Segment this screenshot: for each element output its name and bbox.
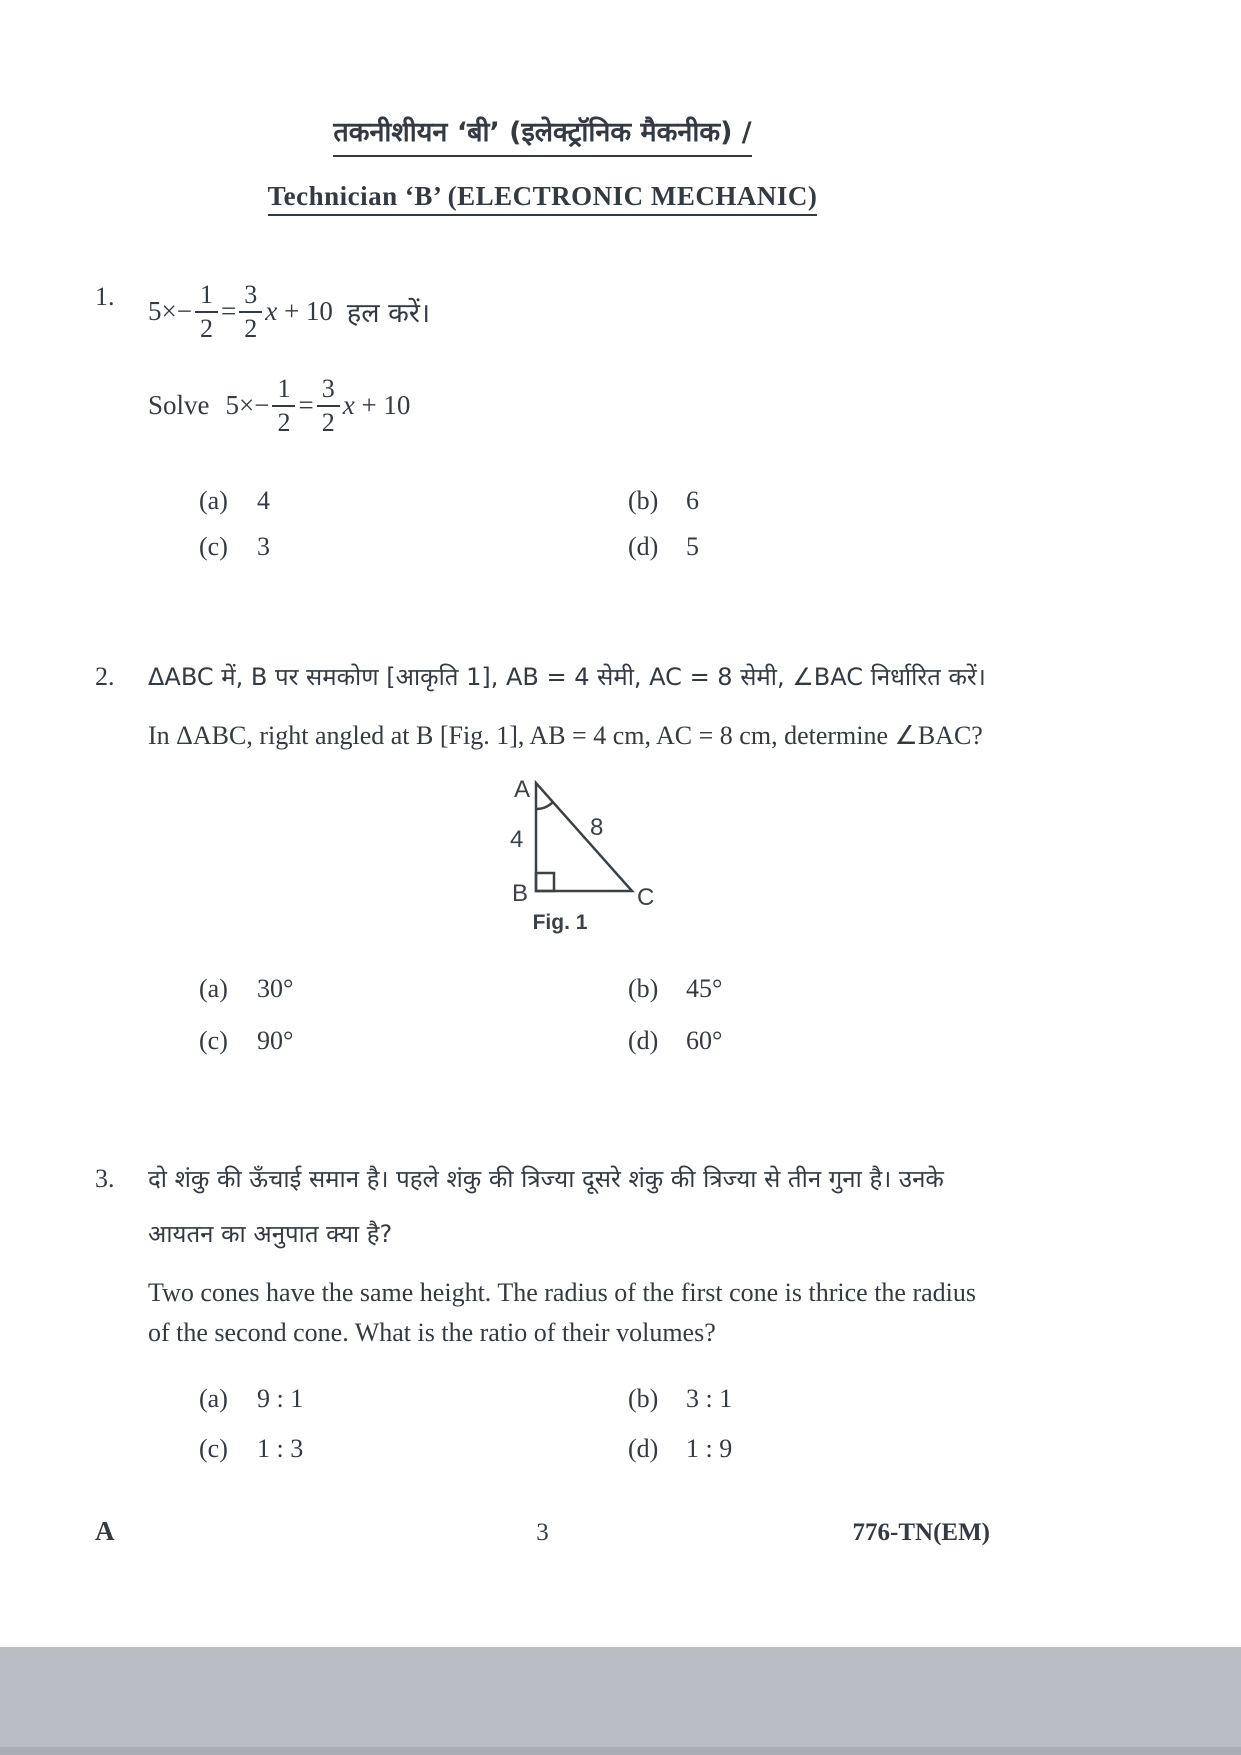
option-d bbox=[628, 1026, 722, 1056]
question-3-text-hindi-line1: दो शंकु की ऊँचाई समान है। पहले शंकु की त्रिज्या दूसरे शंकु की त्रिज्या से तीन गुना है। उनके bbox=[148, 1164, 944, 1193]
option-label: (c) bbox=[199, 531, 228, 561]
option-c bbox=[199, 532, 628, 562]
question-3-body bbox=[148, 1162, 990, 1464]
figure-1 bbox=[474, 771, 664, 936]
option-label: (b) bbox=[628, 973, 659, 1003]
option-value: 1 : 3 bbox=[257, 1433, 304, 1463]
formula-equals: = bbox=[220, 296, 237, 327]
option-c bbox=[199, 1434, 628, 1464]
option-value: 6 bbox=[686, 485, 699, 515]
option-label: (b) bbox=[628, 485, 659, 515]
question-3 bbox=[95, 1162, 990, 1464]
option-row bbox=[199, 532, 990, 562]
question-1-equation-english bbox=[148, 374, 990, 438]
option-a bbox=[199, 486, 628, 516]
option-label: (d) bbox=[628, 1025, 659, 1055]
option-row bbox=[199, 1434, 990, 1464]
option-b bbox=[628, 486, 699, 516]
fraction-denominator: 2 bbox=[321, 407, 335, 437]
formula-tail: + 10 bbox=[277, 296, 333, 327]
formula-lhs: 5×− bbox=[148, 296, 192, 327]
option-row bbox=[199, 486, 990, 516]
question-2-text-hindi: ΔABC में, B पर समकोण [आकृति 1], AB = 4 सेमी, AC = 8 सेमी, ∠BAC निर्धारित करें। bbox=[148, 662, 986, 691]
option-value: 3 : 1 bbox=[686, 1383, 733, 1413]
question-1-options bbox=[199, 486, 990, 562]
option-value: 45° bbox=[686, 973, 723, 1003]
option-value: 30° bbox=[257, 973, 294, 1003]
formula-equals: = bbox=[298, 390, 314, 421]
question-3-text-english-line1: Two cones have the same height. The radius of the first cone is thrice the radius bbox=[148, 1277, 977, 1307]
fraction-three-halves bbox=[317, 374, 340, 438]
option-label: (a) bbox=[199, 485, 228, 515]
solve-formula bbox=[226, 374, 411, 438]
option-label: (b) bbox=[628, 1383, 659, 1413]
page-footer bbox=[95, 1516, 990, 1547]
question-2 bbox=[95, 660, 990, 1056]
option-c bbox=[199, 1026, 628, 1056]
question-2-body bbox=[148, 660, 990, 1056]
side-ab-label: 4 bbox=[510, 825, 524, 853]
side-ac-label: 8 bbox=[590, 813, 604, 841]
question-2-number: 2. bbox=[95, 661, 115, 691]
question-3-options bbox=[199, 1384, 990, 1464]
option-value: 1 : 9 bbox=[686, 1433, 733, 1463]
fraction-denominator: 2 bbox=[199, 313, 213, 343]
question-2-options bbox=[199, 974, 990, 1056]
option-value: 90° bbox=[257, 1025, 294, 1055]
page-number: 3 bbox=[536, 1519, 549, 1546]
formula-variable: x bbox=[342, 390, 355, 421]
fraction-three-halves bbox=[239, 280, 262, 344]
question-1-equation-hindi bbox=[148, 280, 430, 344]
formula-variable: x bbox=[265, 296, 278, 327]
option-value: 60° bbox=[686, 1025, 723, 1055]
fraction-denominator: 2 bbox=[277, 407, 291, 437]
paper-title-hindi: तकनीशीयन ‘बी’ (इलेक्ट्रॉनिक मैकनीक) / bbox=[333, 112, 751, 157]
option-label: (a) bbox=[199, 973, 228, 1003]
option-b bbox=[628, 1384, 732, 1414]
option-label: (a) bbox=[199, 1383, 228, 1413]
booklet-code: 776-TN(EM) bbox=[852, 1519, 990, 1546]
paper-title-english: Technician ‘B’ (ELECTRONIC MECHANIC) bbox=[268, 181, 818, 216]
title-block bbox=[95, 112, 990, 216]
fraction-numerator: 1 bbox=[195, 280, 218, 313]
question-1 bbox=[95, 280, 990, 562]
option-value: 4 bbox=[257, 485, 270, 515]
option-row bbox=[199, 974, 990, 1004]
question-1-number: 1. bbox=[95, 282, 115, 311]
option-row bbox=[199, 1384, 990, 1414]
test-set-letter: A bbox=[95, 1516, 115, 1546]
vertex-a-label: A bbox=[514, 775, 531, 803]
fraction-one-half bbox=[272, 374, 295, 438]
question-1-body bbox=[148, 280, 990, 562]
option-a bbox=[199, 1384, 628, 1414]
scan-artifact-band bbox=[0, 1647, 1241, 1747]
solve-label: Solve bbox=[148, 390, 210, 421]
question-2-text-english: In ΔABC, right angled at B [Fig. 1], AB = 4 cm, AC = 8 cm, determine ∠BAC? bbox=[148, 720, 983, 750]
option-value: 3 bbox=[257, 531, 270, 561]
solve-instruction-hindi: हल करें। bbox=[346, 298, 431, 330]
option-label: (d) bbox=[628, 531, 659, 561]
fraction-denominator: 2 bbox=[244, 313, 258, 343]
page-content bbox=[95, 0, 990, 1464]
option-label: (d) bbox=[628, 1433, 659, 1463]
option-label: (c) bbox=[199, 1433, 228, 1463]
right-triangle-diagram bbox=[474, 771, 664, 936]
fraction-numerator: 3 bbox=[317, 374, 340, 407]
option-label: (c) bbox=[199, 1025, 228, 1055]
option-row bbox=[199, 1026, 990, 1056]
figure-caption: Fig. 1 bbox=[532, 910, 588, 934]
formula-lhs: 5×− bbox=[225, 390, 270, 421]
fraction-numerator: 3 bbox=[239, 280, 262, 313]
figure-1-container bbox=[148, 771, 990, 936]
formula-tail: + 10 bbox=[354, 390, 411, 421]
option-value: 9 : 1 bbox=[257, 1383, 304, 1413]
vertex-c-label: C bbox=[637, 883, 655, 911]
option-value: 5 bbox=[686, 531, 699, 561]
fraction-one-half bbox=[195, 280, 218, 344]
scan-artifact-band-edge bbox=[0, 1747, 1241, 1755]
fraction-numerator: 1 bbox=[272, 374, 295, 407]
question-3-text-english-line2: of the second cone. What is the ratio of their volumes? bbox=[148, 1317, 716, 1347]
vertex-b-label: B bbox=[512, 879, 529, 907]
question-3-text-hindi-line2: आयतन का अनुपात क्या है? bbox=[148, 1219, 393, 1248]
question-3-number: 3. bbox=[95, 1163, 115, 1193]
option-b bbox=[628, 974, 722, 1004]
option-d bbox=[628, 532, 699, 562]
option-a bbox=[199, 974, 628, 1004]
option-d bbox=[628, 1434, 732, 1464]
